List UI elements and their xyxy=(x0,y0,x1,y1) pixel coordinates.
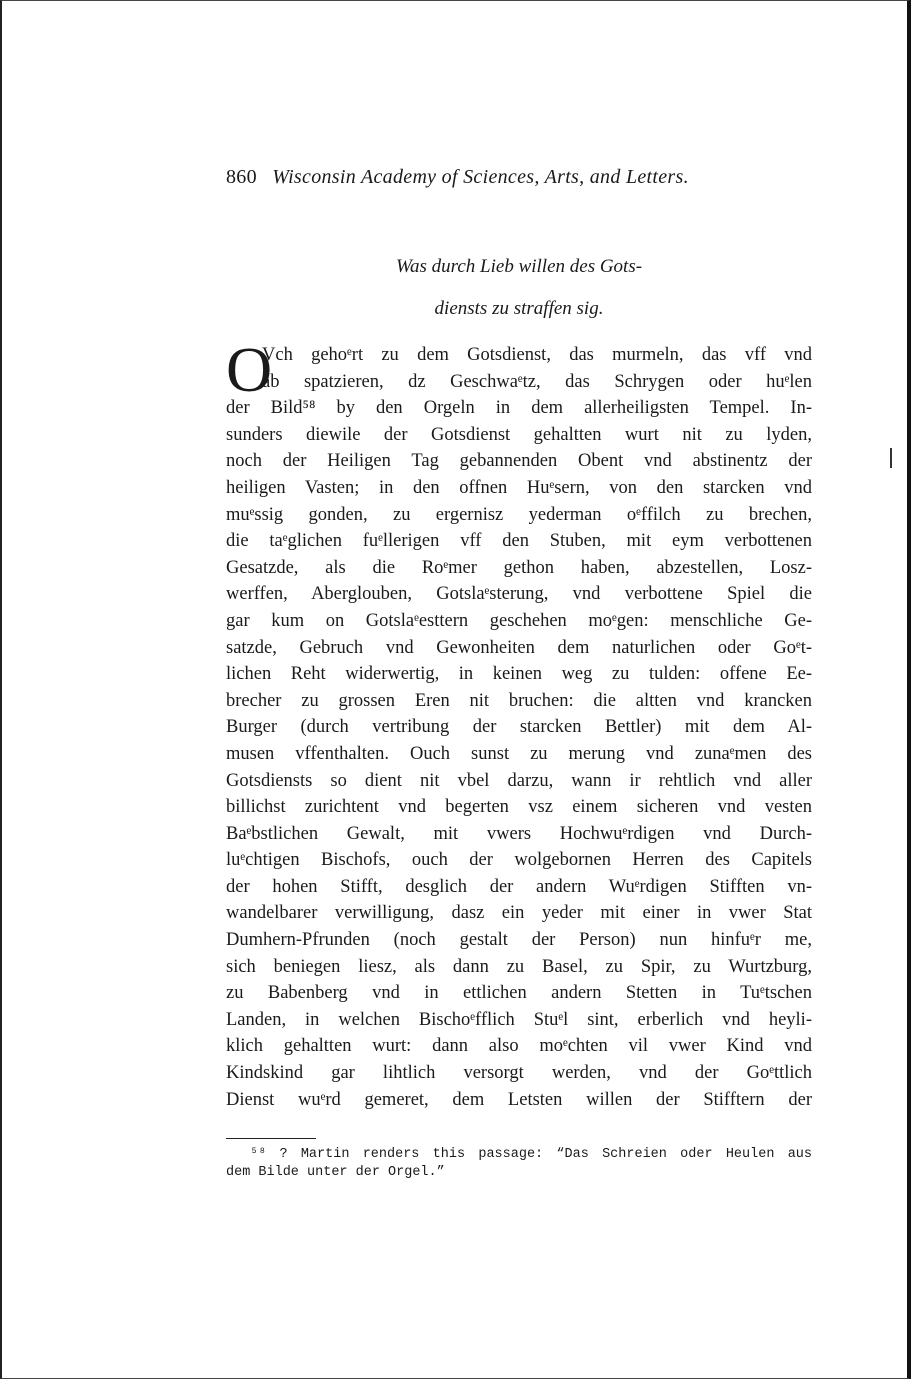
text-line: Dienst wuᵉrd gemeret, dem Letsten willen der Stifftern der xyxy=(226,1089,812,1110)
footnote-line-1: ⁵⁸ ? Martin renders this passage: “Das Schreien oder Heulen aus xyxy=(250,1147,812,1162)
text-line: Dumhern-Pfrunden (noch gestalt der Person) nun hinfuᵉr me, xyxy=(226,930,812,951)
text-line: werffen, Aberglouben, Gotslaᵉsterung, vnd verbottene Spiel die xyxy=(226,584,812,605)
text-line: sunders diewile der Gotsdienst gehaltten wurt nit zu lyden, xyxy=(226,424,812,445)
text-line: ab spatzieren, dz Geschwaᵉtz, das Schrygen oder huᵉlen xyxy=(262,371,812,392)
page-edge-mark xyxy=(890,448,896,468)
running-header xyxy=(226,166,766,189)
text-line: luᵉchtigen Bischofs, ouch der wolgebornen Herren des Capitels xyxy=(226,850,812,871)
footnote xyxy=(226,1146,812,1182)
footnote-line-2: dem Bilde unter der Orgel.” xyxy=(226,1165,445,1180)
drop-cap: O xyxy=(226,334,273,405)
section-title-line-2: diensts zu straffen sig. xyxy=(434,298,604,319)
running-title: Wisconsin Academy of Sciences, Arts, and Letters. xyxy=(272,166,689,188)
text-line: klich gehaltten wurt: dann also moᵉchten vil vwer Kind vnd xyxy=(226,1036,812,1057)
text-line: wandelbarer verwilligung, dasz ein yeder mit einer in vwer Stat xyxy=(226,903,812,924)
text-line: Gotsdiensts so dient nit vbel darzu, wann ir rehtlich vnd aller xyxy=(226,770,812,791)
section-title-line-1: Was durch Lieb willen des Gots- xyxy=(395,256,643,277)
text-line: satzde, Gebruch vnd Gewonheiten dem naturlichen oder Goᵉt- xyxy=(226,637,812,658)
text-line: Kindskind gar lihtlich versorgt werden, vnd der Goᵉttlich xyxy=(226,1063,812,1084)
text-line: gar kum on Gotslaᵉesttern geschehen moᵉgen: menschliche Ge- xyxy=(226,610,812,631)
page-number: 860 xyxy=(226,166,257,188)
text-line: sich beniegen liesz, als dann zu Basel, zu Spir, zu Wurtzburg, xyxy=(226,956,812,977)
text-line: brecher zu grossen Eren nit bruchen: die altten vnd krancken xyxy=(226,690,812,711)
text-line: muᵉssig gonden, zu ergernisz yederman oᵉffilch zu brechen, xyxy=(226,504,812,525)
text-line: Burger (durch vertribung der starcken Bettler) mit dem Al- xyxy=(226,717,812,738)
text-line: Landen, in welchen Bischoᵉfflich Stuᵉl sint, erberlich vnd heyli- xyxy=(226,1009,812,1030)
text-line: Gesatzde, als die Roᵉmer gethon haben, abzestellen, Losz- xyxy=(226,557,812,578)
text-line: zu Babenberg vnd in ettlichen andern Stetten in Tuᵉtschen xyxy=(226,983,812,1004)
footnote-divider xyxy=(226,1138,316,1139)
text-line: lichen Reht widerwertig, in keinen weg zu tulden: offene Ee- xyxy=(226,664,812,685)
body-text xyxy=(226,342,812,1113)
text-line: noch der Heiligen Tag gebannenden Obent vnd abstinentz der xyxy=(226,451,812,472)
text-line: die taᵉglichen fuᵉllerigen vff den Stuben, mit eym verbottenen xyxy=(226,531,812,552)
text-line: heiligen Vasten; in den offnen Huᵉsern, von den starcken vnd xyxy=(226,477,812,498)
text-line: Baᵉbstlichen Gewalt, mit vwers Hochwuᵉrdigen vnd Durch- xyxy=(226,823,812,844)
text-line: billichst zurichtent vnd begerten vsz einem sicheren vnd vesten xyxy=(226,797,812,818)
text-line: der hohen Stifft, desglich der andern Wuᵉrdigen Stifften vn- xyxy=(226,876,812,897)
text-line: musen vffenthalten. Ouch sunst zu merung vnd zunaᵉmen des xyxy=(226,743,812,764)
text-line: der Bild⁵⁸ by den Orgeln in dem allerheiligsten Tempel. In- xyxy=(226,398,812,419)
text-line: Vch gehoᵉrt zu dem Gotsdienst, das murmeln, das vff vnd xyxy=(262,345,812,365)
